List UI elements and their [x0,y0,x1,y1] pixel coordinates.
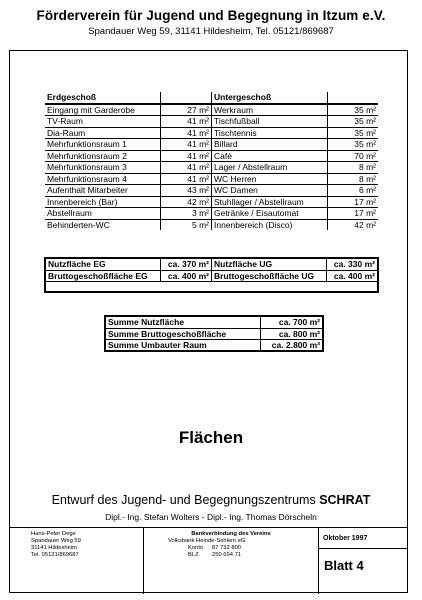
eg-room-area: 42 m² [160,196,211,208]
eg-room-name: Mehrfunktionsraum 2 [45,150,160,162]
area-row [45,150,378,162]
area-row [45,116,378,128]
ug-room-name: Tischtennis [211,127,327,139]
area-row [45,104,378,116]
eg-room-name: TV-Raum [45,116,160,128]
nf-eg-label: Nutzfläche EG [46,259,161,271]
ug-room-area: 35 m² [327,104,378,116]
areas-table-header [45,92,378,104]
page-header-title: Förderverein für Jugend und Begegnung in Itzum e.V. [36,8,386,23]
bgf-ug-label: Bruttogeschoßfläche UG [212,270,327,282]
eg-room-area: 41 m² [160,116,211,128]
eg-room-area: 3 m² [160,208,211,220]
konto-label: Konto [188,545,204,551]
eg-room-name: Abstellraum [45,208,160,220]
summary-row-bgf [46,270,378,282]
total-label: Summe Bruttogeschoßfläche [106,328,261,340]
ug-room-area: 8 m² [327,162,378,174]
eg-room-name: Aufenthalt Mitarbeiter [45,185,160,197]
bgf-ug-value: ca. 400 m² [327,270,378,282]
summary-table [45,258,378,282]
eg-room-name: Mehrfunktionsraum 4 [45,173,160,185]
total-row [106,340,323,352]
eg-room-area: 41 m² [160,127,211,139]
konto-value: 87 732 800 [212,545,242,551]
contact-line: 31141 Hildesheim [31,545,77,551]
ug-header: Untergeschoß [211,92,327,104]
area-row [45,219,378,230]
ug-room-name: Tischfußball [211,116,327,128]
area-row [45,162,378,174]
bank-name: Volksbank Heinde-Sehlem eG [168,538,246,544]
ug-room-area: 70 m² [327,150,378,162]
eg-room-area: 41 m² [160,139,211,151]
ug-room-area: 8 m² [327,173,378,185]
ug-room-name: Billard [211,139,327,151]
footer-bank [144,528,319,594]
bank-title: Bankverbindung des Vereins [191,531,271,537]
total-value: ca. 2.800 m³ [261,340,323,352]
contact-line: Hans-Peter Dege [31,531,76,537]
contact-line: Spandauer Weg 59 [31,538,81,544]
footer-divider [319,548,408,549]
ug-room-name: WC Herren [211,173,327,185]
ug-header-value [327,92,378,104]
total-label: Summe Umbauter Raum [106,340,261,352]
area-row [45,208,378,220]
eg-room-area: 43 m² [160,185,211,197]
area-row [45,173,378,185]
project-title [0,493,422,507]
ug-room-area: 42 m² [327,219,378,230]
total-row [106,328,323,340]
contact-line: Tel. 05121/869687 [31,552,79,558]
summary-row-nutzflaeche [46,259,378,271]
nf-eg-value: ca. 370 m² [161,259,212,271]
total-value: ca. 800 m² [261,328,323,340]
footer [9,527,408,594]
eg-room-name: Behinderten-WC [45,219,160,230]
total-label: Summe Nutzfläche [106,317,261,329]
eg-header: Erdgeschoß [45,92,160,104]
footer-contact [9,528,144,594]
ug-room-name: Café [211,150,327,162]
nf-ug-value: ca. 330 m² [327,259,378,271]
ug-room-name: Innenbereich (Disco) [211,219,327,230]
date: Oktober 1997 [323,535,368,542]
bank-konto [148,545,314,552]
eg-room-area: 41 m² [160,162,211,174]
bgf-eg-value: ca. 400 m² [161,270,212,282]
page-header-address: Spandauer Weg 59, 31141 Hildesheim, Tel. 05121/869687 [88,26,334,37]
eg-room-name: Dia-Raum [45,127,160,139]
eg-room-name: Mehrfunktionsraum 3 [45,162,160,174]
bank-blz [148,552,314,559]
area-row [45,196,378,208]
area-row [45,139,378,151]
eg-room-area: 41 m² [160,173,211,185]
project-title-prefix: Entwurf des Jugend- und Begegnungszentrums [51,493,320,507]
nf-ug-label: Nutzfläche UG [212,259,327,271]
ug-room-name: Getränke / Eisautomat [211,208,327,220]
eg-room-name: Mehrfunktionsraum 1 [45,139,160,151]
designers: Dipl.- Ing. Stefan Wolters - Dipl.- Ing. Thomas Dörscheln [105,512,317,522]
eg-room-area: 27 m² [160,104,211,116]
sheet-number: Blatt 4 [324,558,364,573]
totals-table [105,316,323,352]
total-value: ca. 700 m² [261,317,323,329]
ug-room-area: 35 m² [327,127,378,139]
bgf-eg-label: Bruttogeschoßfläche EG [46,270,161,282]
eg-header-value [160,92,211,104]
project-name: SCHRAT [319,493,371,507]
ug-room-name: Werkraum [211,104,327,116]
page-title: Flächen [178,428,244,447]
total-row [106,317,323,329]
blz-value: 250 694 71 [212,552,242,558]
blz-label: BLZ [188,552,199,558]
ug-room-name: Lager / Abstellraum [211,162,327,174]
ug-room-area: 17 m² [327,196,378,208]
ug-room-name: Stuhllager / Abstellraum [211,196,327,208]
area-row [45,127,378,139]
eg-room-area: 5 m² [160,219,211,230]
ug-room-area: 35 m² [327,139,378,151]
ug-room-area: 6 m² [327,185,378,197]
ug-room-name: WC Damen [211,185,327,197]
eg-room-name: Eingang mit Garderobe [45,104,160,116]
eg-room-name: Innenbereich (Bar) [45,196,160,208]
ug-room-area: 35 m² [327,116,378,128]
area-row [45,185,378,197]
ug-room-area: 17 m² [327,208,378,220]
eg-room-area: 41 m² [160,150,211,162]
areas-table [45,92,378,230]
